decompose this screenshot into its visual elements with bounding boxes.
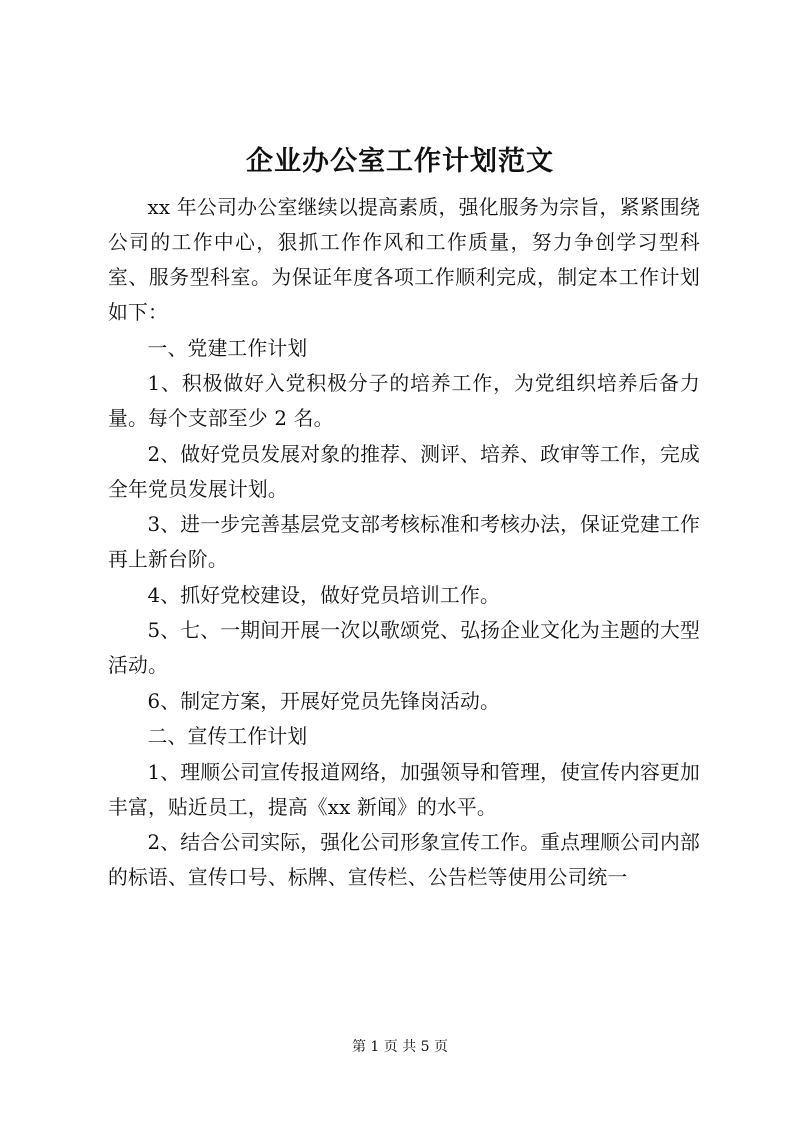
paragraph-item: 1、理顺公司宣传报道网络，加强领导和管理，使宣传内容更加丰富，贴近员工，提高《xx 新闻》的水平。 [108,760,700,819]
document-title: 企业办公室工作计划范文 [246,146,554,177]
paragraph-intro: xx 年公司办公室继续以提高素质，强化服务为宗旨，紧紧围绕公司的工作中心，狠抓工作作风和工作质量，努力争创学习型科室、服务型科室。为保证年度各项工作顺利完成，制定本工作计划如下： [108,196,700,324]
section-heading-party-building: 一、党建工作计划 [147,336,308,360]
page-footer: 第 1 页 共 5 页 [351,1039,449,1055]
paragraph-item: 2、结合公司实际，强化公司形象宣传工作。重点理顺公司内部的标语、宣传口号、标牌、宣传栏、公告栏等使用公司统一 [108,831,700,889]
paragraph-item: 6、制定方案，开展好党员先锋岗活动。 [147,689,500,713]
document-body [108,190,700,896]
section-heading-publicity: 二、宣传工作计划 [147,725,308,748]
paragraph-item: 5、七、一期间开展一次以歌颂党、弘扬企业文化为主题的大型活动。 [108,619,700,677]
paragraph-item: 3、进一步完善基层党支部考核标准和考核办法，保证党建工作再上新台阶。 [108,513,700,571]
paragraph-item: 1、积极做好入党积极分子的培养工作，为党组织培养后备力量。每个支部至少 2 名。 [108,372,700,430]
paragraph-item: 4、抓好党校建设，做好党员培训工作。 [147,583,500,607]
paragraph-item: 2、做好党员发展对象的推荐、测评、培养、政审等工作，完成全年党员发展计划。 [108,442,700,501]
